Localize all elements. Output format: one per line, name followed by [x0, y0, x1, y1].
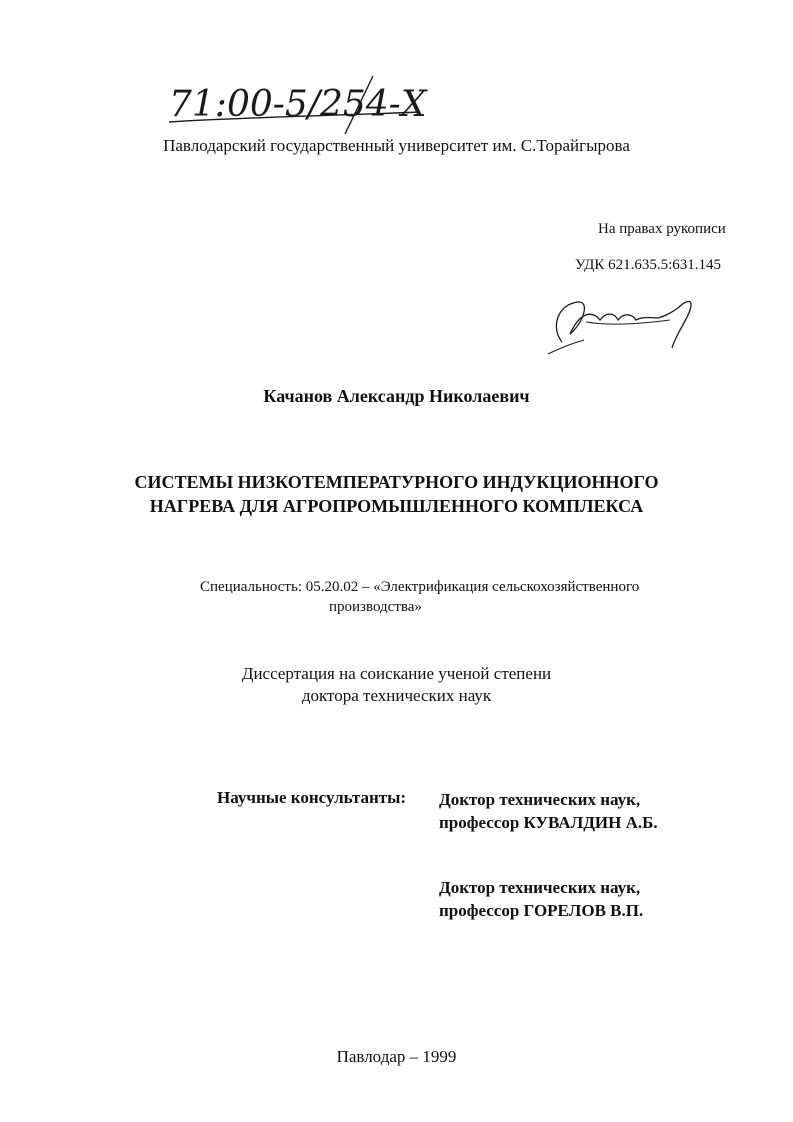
- author-name: Качанов Александр Николаевич: [263, 386, 530, 406]
- consultant-kuvaldin: [439, 788, 658, 834]
- consultant-degree: Доктор технических наук,: [439, 878, 641, 897]
- udk-code: УДК 621.635.5:631.145: [575, 257, 722, 273]
- consultant-degree: Доктор технических наук,: [439, 790, 641, 809]
- consultant-name: профессор ГОРЕЛОВ В.П.: [439, 901, 644, 920]
- title-line: СИСТЕМЫ НИЗКОТЕМПЕРАТУРНОГО ИНДУКЦИОННОГО: [134, 472, 659, 492]
- manuscript-rights-note: На правах рукописи: [598, 221, 726, 237]
- specialty-line: производства»: [329, 599, 422, 615]
- consultant-name: профессор КУВАЛДИН А.Б.: [439, 813, 658, 832]
- consultants-label: Научные консультанты:: [217, 788, 407, 807]
- consultant-gorelov: [439, 876, 643, 922]
- university-name: Павлодарский государственный университет им. С.Торайгырова: [163, 136, 630, 155]
- handwritten-archive-number: [165, 72, 510, 142]
- archive-number-text: 71:00-5/254-Х: [169, 84, 427, 125]
- degree-statement: [0, 663, 793, 707]
- degree-line: доктора технических наук: [301, 686, 492, 705]
- degree-line: Диссертация на соискание ученой степени: [241, 664, 552, 683]
- dissertation-title: [0, 470, 793, 518]
- specialty: [200, 577, 639, 617]
- title-line: НАГРЕВА ДЛЯ АГРОПРОМЫШЛЕННОГО КОМПЛЕКСА: [149, 496, 644, 516]
- city-year: Павлодар – 1999: [336, 1047, 457, 1066]
- specialty-line: Специальность: 05.20.02 – «Электрификация сельскохозяйственного: [200, 579, 640, 595]
- signature: [540, 282, 710, 362]
